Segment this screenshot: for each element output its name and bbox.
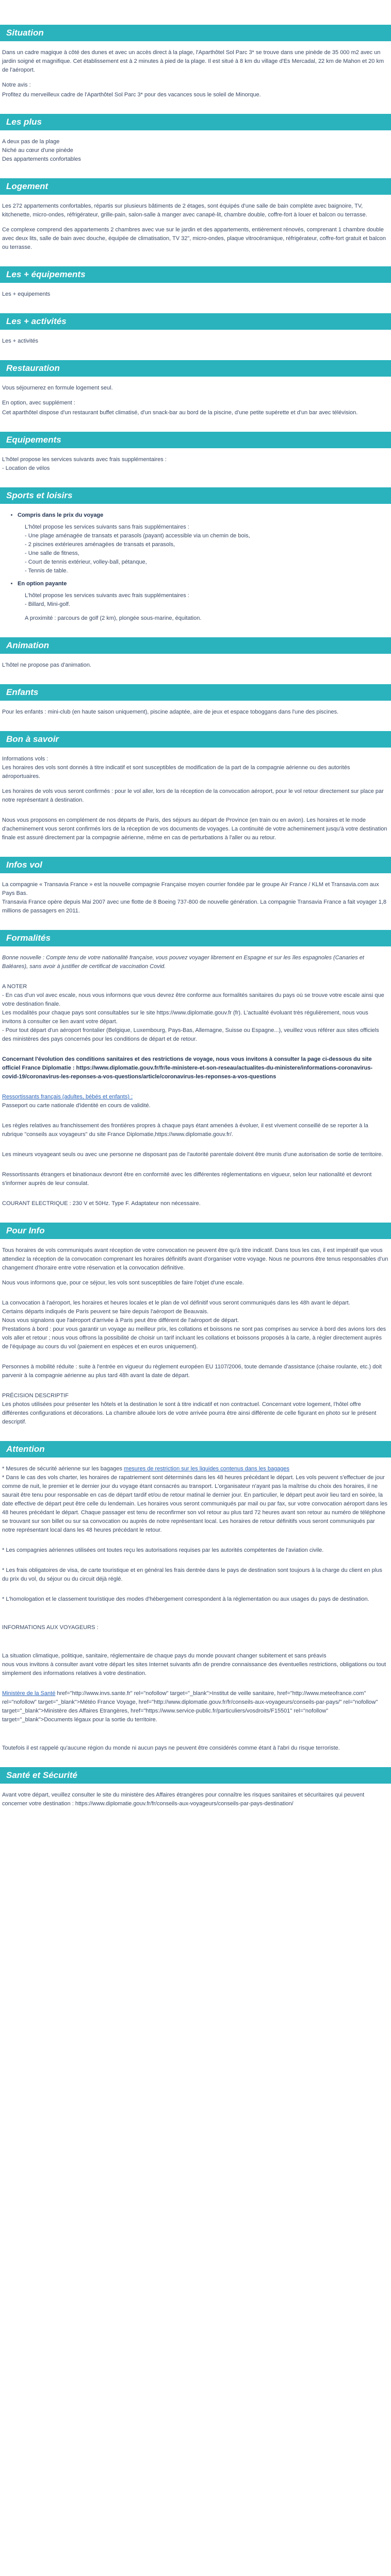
pour-info-text-2: Nous vous informons que, pour ce séjour, les vols sont susceptibles de faire l'objet d'une escale. xyxy=(2,1280,244,1286)
infos-vol-text-2: Transavia France opère depuis Mai 2007 avec une flotte de 8 Boeing 737-800 de nouvelle génération. La compagnie Transavia France a fait voyager 1,8 millions de passagers en 2011. xyxy=(2,899,387,914)
section-logement xyxy=(0,178,391,252)
pour-info-text-8: PRÉCISION DESCRIPTIF xyxy=(2,1393,69,1399)
section-title-activites-plus: Les + activités xyxy=(0,313,391,330)
formalites-text-11: Ressortissants étrangers et binationaux devront être en conformité avec les différentes réglementations en vigueur, selon leur nationalité et devront s'informer auprès de leur consulat. xyxy=(2,1172,372,1187)
formalites-text-1: Bonne nouvelle : Compte tenu de votre nationalité française, vous pouvez voyager librement en Espagne et sur les îles espagnoles (Canaries et Baléares), sans avoir à justifier de certificat de vaccination Covid. xyxy=(2,955,364,970)
attention-text-8: nous vous invitons à consulter avant votre départ les sites Internet suivants afin de prendre connaissance des éventuelles restrictions, obligations ou tout simplement des informations relatives à votre destination. xyxy=(2,1662,386,1676)
section-title-situation: Situation xyxy=(0,25,391,41)
section-title-formalites: Formalités xyxy=(0,930,391,946)
formalites-text-5: - Pour tout départ d'un aéroport frontalier (Belgique, Luxembourg, Pays-Bas, Allemagne, Suisse ou Espagne...), veuillez vous référer aux sites officiels des ministères des pays concernés pour les conditions de départ et de retour. xyxy=(2,1027,379,1042)
sports-free-item: - 2 piscines extérieures aménagées de transats et parasols, xyxy=(25,541,175,548)
section-title-pour-info: Pour Info xyxy=(0,1223,391,1239)
section-activites-plus xyxy=(0,313,391,346)
sports-free-item: - Une plage aménagée de transats et parasols (payant) accessible via un chemin de bois, xyxy=(25,533,250,539)
section-equipements-plus xyxy=(0,266,391,299)
logement-text-1: Les 272 appartements confortables, répartis sur plusieurs bâtiments de 2 étages, sont équipés d'une salle de bain complète avec baignoire, TV, kitchenette, micro-ondes, réfrigérateur, grille-pain, salon-salle à manger avec canapé-lit, chambre double, coffre-fort à louer et balcon ou terrasse. xyxy=(2,203,367,218)
pour-info-text-4: Certains départs indiqués de Paris peuvent se faire depuis l'aéroport de Beauvais. xyxy=(2,1309,209,1315)
attention-text-4: * Les frais obligatoires de visa, de carte touristique et en général les frais dentrée dans le pays de destination sont toujours à la charge du client en plus du prix du vol, du séjour ou du circuit déjà réglé. xyxy=(2,1567,382,1582)
plus-item: Des appartements confortables xyxy=(2,156,81,162)
section-title-enfants: Enfants xyxy=(0,684,391,701)
attention-text-3: * Les compagnies aériennes utilisées ont toutes reçu les autorisations requises par les autorités compétentes de l'aviation civile. xyxy=(2,1547,324,1553)
pour-info-text-3: La convocation à l'aéroport, les horaires et heures locales et le plan de vol définitif vous seront communiqués dans les 48h avant le départ. xyxy=(2,1300,350,1306)
attention-text-1-prefix: * Mesures de sécurité aérienne sur les bagages xyxy=(2,1466,124,1472)
formalites-text-6: Concernant l'évolution des conditions sanitaires et des restrictions de voyage, nous vous invitons à consulter la page ci-dessous du site officiel France Diplomatie : https://www.diplomatie.gouv.fr/fr/le-ministere-et-son-reseau/actualites-du-ministere/informations-coronavirus-covid-19/coronavirus-les-reponses-a-vos-questions/article/coronavirus-les-reponses-a-vos-questions xyxy=(2,1056,373,1080)
sports-paid-intro: L'hôtel propose les services suivants avec frais supplémentaires : xyxy=(25,592,189,599)
bon-savoir-text-4: Nous vous proposons en complément de nos départs de Paris, des séjours au départ de Province (en train ou en avion). Les horaires et le mode d'acheminement vous seront confirmés lors de la réception de vos documents de voyages. La continuité de votre acheminement jusqu'à votre destination finale est assuré directement par la compagnie aérienne, même en cas de perturbations à l'aller ou au retour. xyxy=(2,817,387,841)
sports-free-item: - Court de tennis extérieur, volley-ball, pétanque, xyxy=(25,559,147,565)
pour-info-text-7: Personnes à mobilité réduite : suite à l'entrée en vigueur du règlement européen EU 1107/2006, toute demande d'assistance (chaise roulante, etc.) doit parvenir à la compagnie aérienne au plus tard 48h avant la date de départ. xyxy=(2,1364,382,1379)
restauration-text-3: Cet aparthôtel dispose d'un restaurant buffet climatisé, d'un snack-bar au bord de la piscine, d'une petite supérette et d'un bar avec télévision. xyxy=(2,410,358,416)
section-title-restauration: Restauration xyxy=(0,360,391,377)
section-title-equipements-plus: Les + équipements xyxy=(0,266,391,283)
section-pour-info xyxy=(0,1223,391,1427)
situation-text-2: Notre avis : xyxy=(2,82,31,88)
formalites-text-12: COURANT ELECTRIQUE : 230 V et 50Hz. Type F. Adaptateur non nécessaire. xyxy=(2,1200,201,1207)
formalites-text-10: Les mineurs voyageant seuls ou avec une personne ne disposant pas de l'autorité parentale doivent être munis d'une autorisation de sortie de territoire. xyxy=(2,1151,383,1158)
restauration-text-2: En option, avec supplément : xyxy=(2,400,75,406)
section-equipements xyxy=(0,432,391,473)
section-situation xyxy=(0,25,391,99)
pour-info-text-9: Les photos utilisées pour présenter les hôtels et la destination le sont à titre indicatif et non contractuel. Concernant votre logement, l'hôtel offre différentes configurations et décorations. La chambre allouée lors de votre arrivée pourra être ainsi différente de celle figurant en photo sur le présent descriptif. xyxy=(2,1401,377,1425)
securite-text: Avant votre départ, veuillez consulter le site du ministère des Affaires étrangères pour connaître les risques sanitaires et sécuritaires qui peuvent concerner votre destination : https://www.diplomatie.gouv.fr/fr/conseils-aux-voyageurs/conseils-par-pays-destination/ xyxy=(2,1792,365,1807)
logement-text-2: Ce complexe comprend des appartements 2 chambres avec vue sur le jardin et des appartements, entièrement rénovés, comprenant 1 chambre double avec deux lits, salle de bain avec douche, équipée de climatisation, TV 32", micro-ondes, plaque vitrocéramique, réfrigérateur, coffre-fort gratuit et balcon ou terrasse. xyxy=(2,227,386,250)
pour-info-text-5: Nous vous signalons que l'aéroport d'arrivée à Paris peut être différent de l'aéroport de départ. xyxy=(2,1317,239,1324)
section-securite xyxy=(0,1767,391,1808)
attention-text-6: INFORMATIONS AUX VOYAGEURS : xyxy=(2,1624,99,1631)
sports-list xyxy=(2,511,389,623)
situation-text-3: Profitez du merveilleux cadre de l'Aparthôtel Sol Parc 3* pour des vacances sous le soleil de Minorque. xyxy=(2,92,261,98)
section-title-attention: Attention xyxy=(0,1441,391,1458)
section-title-sports: Sports et loisirs xyxy=(0,487,391,504)
attention-text-2: * Dans le cas des vols charter, les horaires de rapatriement sont déterminés dans les 48 heures précédant le départ. Les vols peuvent s'effectuer de jour comme de nuit, le premier et le dernier jour du voyage étant consacrés au transport. L'organisateur n'ayant pas la maîtrise du choix des horaires, il ne saurait être tenu pour responsable en cas de départ tardif et/ou de retour matinal le dernier jour. En particulier, le départ peut avoir lieu tard en soirée, la date effective de départ peut être celle du lendemain. Les horaires vous seront communiqués par mail ou par fax, sur votre convocation aéroport dans les 48 heures précédant le départ. Chaque passager est tenu de reconfirmer son vol retour au plus tard 72 heures avant son retour au numéro de téléphone se trouvant sur son billet ou sur sa convocation ou auprès de notre représentant local. Les horaires de retour définitifs vous seront communiqués par notre représentant local dans les 48 heures précédant le retour. xyxy=(2,1475,388,1533)
sports-free-intro: L'hôtel propose les services suivants sans frais supplémentaires : xyxy=(25,524,189,530)
section-title-plus: Les plus xyxy=(0,114,391,130)
attention-text-10: Toutefois il est rappelé qu'aucune région du monde ni aucun pays ne peuvent être considérés comme étant à l'abri du risque terroriste. xyxy=(2,1745,340,1751)
section-title-animation: Animation xyxy=(0,637,391,654)
attention-text-9-rest: href="http://www.invs.sante.fr" rel="nofollow" target="_blank">Institut de veille sanitaire, href="http://www.meteofrance.com" rel="nofollow" target="_blank">Météo France Voyage, href="http://www.diplomatie.gouv.fr/fr/conseils-aux-voyageurs/conseils-par-pays/" rel="nofollow" target="_blank">Ministère des Affaires Etrangères, href="https://www.service-public.fr/particuliers/vosdroits/F15501" rel="nofollow" target="_blank">Documents légaux pour la sortie du territoire. xyxy=(2,1690,378,1723)
section-bon-savoir xyxy=(0,731,391,842)
section-title-infos-vol: Infos vol xyxy=(0,857,391,873)
formalites-text-9: Les règles relatives au franchissement des frontières propres à chaque pays étant amenées à évoluer, il est vivement conseillé de se reporter à la rubrique "conseils aux voyageurs" du site France Diplomatie,https://www.diplomatie.gouv.fr/. xyxy=(2,1123,368,1138)
bon-savoir-text-1: Informations vols : xyxy=(2,756,48,762)
formalites-text-4: Les modalités pour chaque pays sont consultables sur le site https://www.diplomatie.gouv.fr (fr). L'actualité évoluant très régulièrement, nous vous invitons à consulter ce lien avant votre départ. xyxy=(2,1010,368,1025)
section-title-bon-savoir: Bon à savoir xyxy=(0,731,391,748)
section-title-equipements: Equipements xyxy=(0,432,391,448)
enfants-text: Pour les enfants : mini-club (en haute saison uniquement), piscine adaptée, aire de jeux et espace toboggans dans l'une des piscines. xyxy=(2,709,339,715)
infos-vol-text-1: La compagnie « Transavia France » est la nouvelle compagnie Française moyen courrier fondée par le groupe Air France / KLM et Transavia.com aux Pays Bas. xyxy=(2,882,379,896)
sports-paid-item: - Billard, Mini-golf. xyxy=(25,601,71,607)
section-formalites xyxy=(0,930,391,1208)
equipements-plus-text: Les + equipements xyxy=(2,291,51,297)
formalites-text-3: - En cas d'un vol avec escale, nous vous informons que vous devrez être conforme aux formalités sanitaires du pays où se trouve votre escale ainsi que votre destination finale. xyxy=(2,992,384,1007)
formalites-text-2: A NOTER xyxy=(2,984,27,990)
section-enfants xyxy=(0,684,391,717)
page xyxy=(0,25,391,1835)
animation-text: L'hôtel ne propose pas d'animation. xyxy=(2,662,91,668)
section-attention xyxy=(0,1441,391,1753)
attention-text-1 xyxy=(2,1465,389,1473)
activites-plus-text: Les + activités xyxy=(2,338,39,344)
bon-savoir-text-2: Les horaires des vols sont donnés à titre indicatif et sont susceptibles de modification de la part de la compagnie aérienne ou des autorités aéroportuaires. xyxy=(2,765,350,779)
restauration-text-1: Vous séjournerez en formule logement seul. xyxy=(2,385,113,391)
liquides-restriction-link[interactable]: mesures de restriction sur les liquides contenus dans les bagages xyxy=(124,1466,290,1472)
section-sports xyxy=(0,487,391,623)
sports-free-title: • Compris dans le prix du voyage xyxy=(18,512,104,518)
sports-paid-note: A proximité : parcours de golf (2 km), plongée sous-marine, équitation. xyxy=(25,615,202,621)
situation-text-1: Dans un cadre magique à côté des dunes et avec un accès direct à la plage, l'Aparthôtel Sol Parc 3* se trouve dans une pinède de 35 000 m2 avec un jardin soigné et magnifique. Cet établissement est à 2 minutes à pied de la plage. Il est situé à 8 km du village d'Es Mercadal, 22 km de Mahon et 20 km de l'aéroport. xyxy=(2,49,384,73)
equipements-text-1: L'hôtel propose les services suivants avec frais supplémentaires : xyxy=(2,456,167,463)
attention-text-5: * L'homologation et le classement touristique des modes d'hébergement correspondent à la réglementation ou aux usages du pays de destination. xyxy=(2,1596,369,1602)
plus-item: A deux pas de la plage xyxy=(2,139,60,145)
section-plus xyxy=(0,114,391,164)
pour-info-text-1: Tous horaires de vols communiqués avant réception de votre convocation ne peuvent être qu'à titre indicatif. Dans tous les cas, il est impératif que vous attendiez la réception de la convocation comprenant les horaires définitifs avant d'organiser votre voyage. Nous ne pourrons être tenus responsables d'un changement d'horaire entre votre réservation et la convocation définitive. xyxy=(2,1247,388,1271)
plus-item: Niché au cœur d'une pinède xyxy=(2,147,73,154)
pour-info-text-6: Prestations à bord : pour vous garantir un voyage au meilleur prix, les collations et boissons ne sont pas comprises au service à bord des avions lors des vols aller et retour ; nous vous offrons la possibilité de choisir un tarif incluant les collations et boissons proposés à la carte, à régler directement auprès de l'équipage au cours du vol (paiement en espèces et en euros uniquement). xyxy=(2,1326,386,1350)
section-animation xyxy=(0,637,391,670)
formalites-text-8: Passeport ou carte nationale d'identité en cours de validité. xyxy=(2,1103,151,1109)
sports-free-item: - Une salle de fitness, xyxy=(25,550,79,556)
sports-free-group xyxy=(18,511,389,575)
section-title-logement: Logement xyxy=(0,178,391,195)
attention-text-9 xyxy=(2,1689,389,1724)
attention-text-7: La situation climatique, politique, sanitaire, réglementaire de chaque pays du monde pouvant changer subitement et sans préavis xyxy=(2,1653,327,1659)
sports-paid-title: • En option payante xyxy=(18,581,67,587)
section-restauration xyxy=(0,360,391,417)
sports-free-item: - Tennis de table. xyxy=(25,568,68,574)
section-title-securite: Santé et Sécurité xyxy=(0,1767,391,1784)
formalites-link-ressortissants[interactable]: Ressortissants français (adultes, bébés et enfants) : xyxy=(2,1094,133,1100)
sports-paid-group xyxy=(18,580,389,623)
section-infos-vol xyxy=(0,857,391,916)
equipements-text-2: - Location de vélos xyxy=(2,465,50,471)
ministere-sante-link[interactable]: Ministère de la Santé xyxy=(2,1690,56,1697)
bon-savoir-text-3: Les horaires de vols vous seront confirmés : pour le vol aller, lors de la réception de la convocation aéroport, pour le vol retour directement sur place par notre représentant à destination. xyxy=(2,788,384,803)
